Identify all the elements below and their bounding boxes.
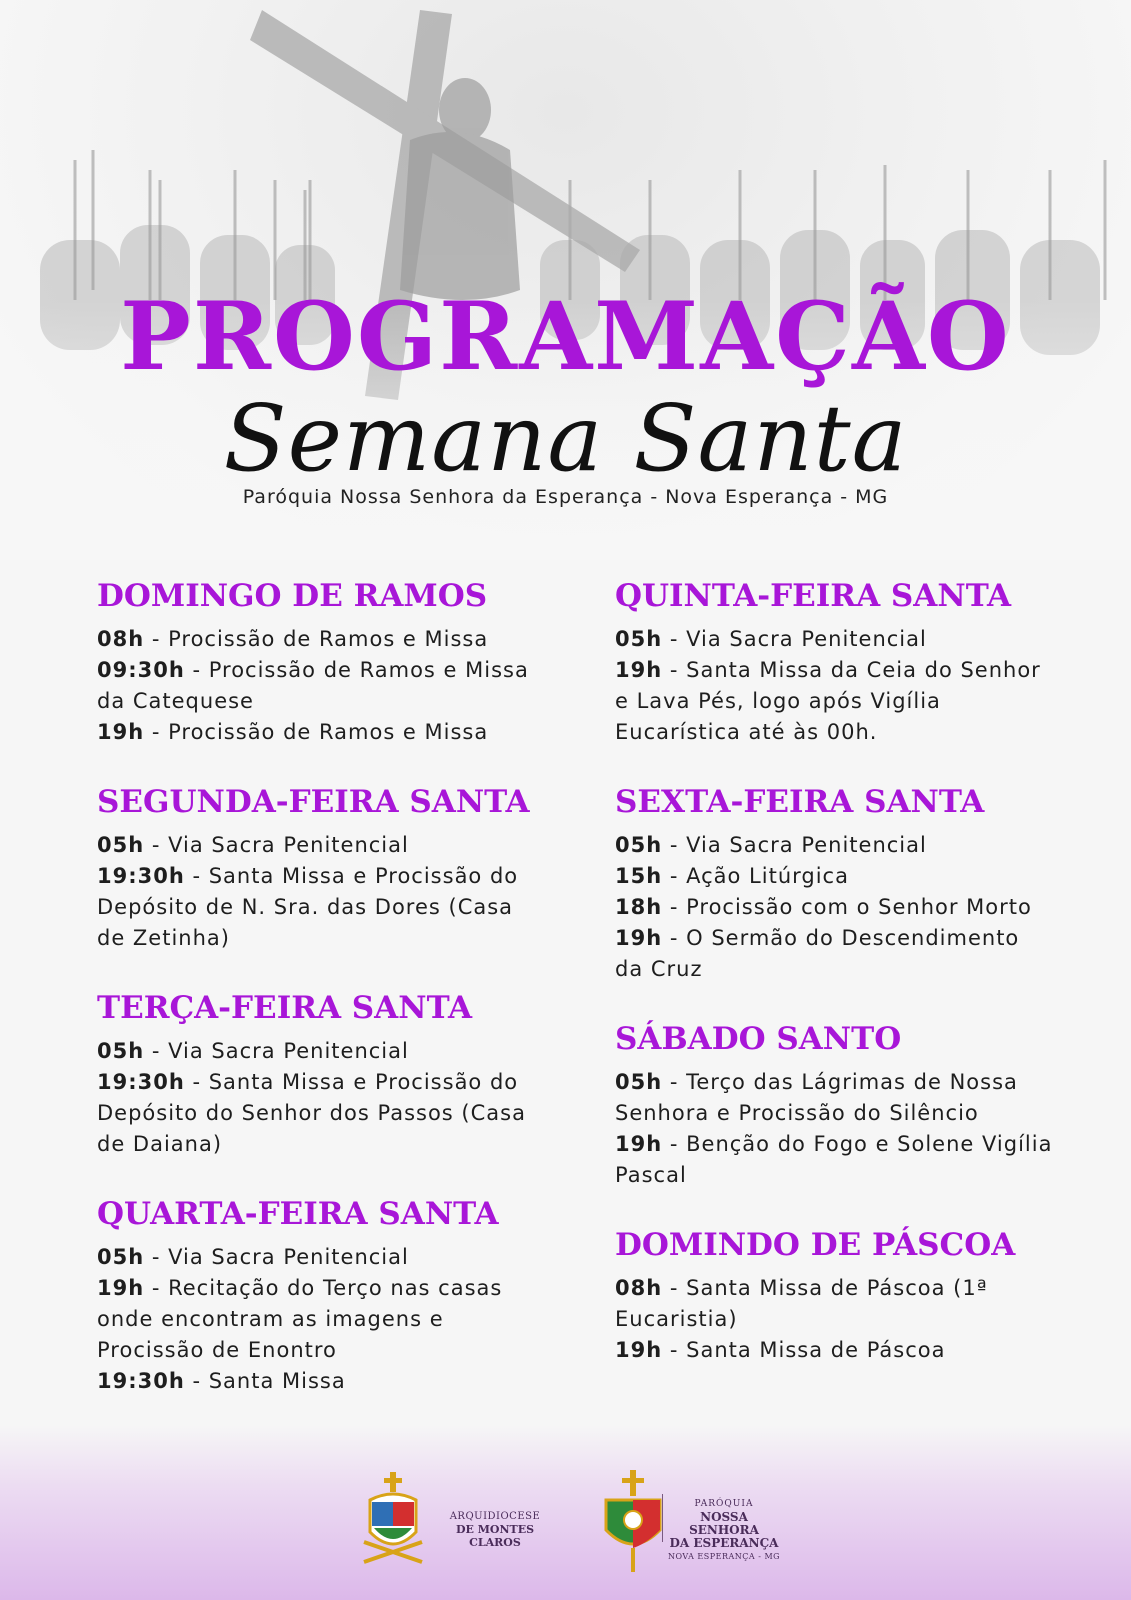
day-title: QUARTA-FEIRA SANTA: [97, 1196, 499, 1232]
item-time: 19:30h: [97, 1070, 185, 1094]
parish-coat-of-arms-icon: [598, 1468, 668, 1576]
day-title: SÁBADO SANTO: [615, 1021, 902, 1057]
item-text: - Recitação do Terço nas casas onde encontram as imagens e Procissão de Enontro: [97, 1276, 503, 1362]
item-time: 09:30h: [97, 658, 185, 682]
day-title: QUINTA-FEIRA SANTA: [615, 578, 1012, 614]
schedule-item: [97, 717, 537, 748]
item-time: 05h: [615, 833, 663, 857]
item-text: - Procissão de Ramos e Missa: [144, 627, 489, 651]
item-time: 05h: [615, 627, 663, 651]
item-time: 19h: [615, 658, 663, 682]
subtitle: Paróquia Nossa Senhora da Esperança - Nova Esperança - MG: [242, 486, 889, 508]
schedule-item: [97, 1366, 537, 1397]
schedule-day: [97, 578, 537, 748]
item-time: 15h: [615, 864, 663, 888]
item-text: - Santa Missa da Ceia do Senhor e Lava Pés, logo após Vigília Eucarística até às 00h.: [615, 658, 1041, 744]
item-text: - Via Sacra Penitencial: [662, 833, 927, 857]
schedule-item: [615, 624, 1055, 655]
item-text: - Via Sacra Penitencial: [144, 1039, 409, 1063]
schedule-day: [615, 1227, 1055, 1366]
archdiocese-logo-text: [430, 1510, 560, 1549]
item-text: - O Sermão do Descendimento da Cruz: [615, 926, 1020, 981]
script-title: Semana Santa: [223, 385, 908, 492]
item-text: - Ação Litúrgica: [662, 864, 849, 888]
item-text: - Procissão de Ramos e Missa: [144, 720, 489, 744]
schedule-day: [615, 578, 1055, 748]
item-text: - Terço das Lágrimas de Nossa Senhora e Procissão do Silêncio: [615, 1070, 1018, 1125]
schedule-day: [97, 784, 537, 954]
day-title: SEXTA-FEIRA SANTA: [615, 784, 985, 820]
archdiocese-coat-of-arms-icon: [358, 1470, 428, 1570]
schedule-day: [615, 784, 1055, 985]
schedule-item: [615, 1129, 1055, 1191]
left-column: [97, 578, 537, 1433]
item-text: - Benção do Fogo e Solene Vigília Pascal: [615, 1132, 1053, 1187]
schedule-item: [97, 1067, 537, 1160]
item-time: 08h: [97, 627, 145, 651]
schedule-item: [615, 655, 1055, 748]
item-time: 19h: [97, 1276, 145, 1300]
item-time: 08h: [615, 1276, 663, 1300]
day-title: DOMINGO DE RAMOS: [97, 578, 488, 614]
schedule-item: [615, 923, 1055, 985]
schedule-day: [615, 1021, 1055, 1191]
schedule-item: [615, 861, 1055, 892]
item-text: - Via Sacra Penitencial: [662, 627, 927, 651]
logo-divider: [662, 1494, 663, 1542]
item-time: 19h: [615, 926, 663, 950]
right-column: [615, 578, 1055, 1402]
logo-b-line2: NOSSA SENHORA: [689, 1510, 759, 1537]
schedule-day: [97, 990, 537, 1160]
day-title: SEGUNDA-FEIRA SANTA: [97, 784, 530, 820]
item-text: - Santa Missa e Procissão do Depósito do Senhor dos Passos (Casa de Daiana): [97, 1070, 526, 1156]
schedule-item: [97, 655, 537, 717]
item-time: 18h: [615, 895, 663, 919]
logo-b-line1: PARÓQUIA: [694, 1499, 754, 1509]
item-time: 19h: [97, 720, 145, 744]
schedule-item: [615, 1273, 1055, 1335]
logo-a-line2: DE MONTES CLAROS: [455, 1523, 535, 1549]
schedule-item: [615, 1335, 1055, 1366]
schedule-item: [615, 830, 1055, 861]
logo-b-line3: DA ESPERANÇA: [669, 1536, 779, 1550]
item-text: - Procissão com o Senhor Morto: [662, 895, 1032, 919]
item-time: 05h: [615, 1070, 663, 1094]
footer-band: [0, 1425, 1131, 1600]
item-text: - Via Sacra Penitencial: [144, 1245, 409, 1269]
schedule-item: [97, 1273, 537, 1366]
schedule-item: [615, 892, 1055, 923]
item-text: - Santa Missa de Páscoa (1ª Eucaristia): [615, 1276, 988, 1331]
schedule-item: [97, 830, 537, 861]
item-text: - Santa Missa: [184, 1369, 346, 1393]
item-text: - Procissão de Ramos e Missa da Catequese: [97, 658, 529, 713]
item-text: - Santa Missa e Procissão do Depósito de N. Sra. das Dores (Casa de Zetinha): [97, 864, 519, 950]
schedule-item: [97, 861, 537, 954]
logo-a-line1: ARQUIDIOCESE: [449, 1511, 541, 1522]
page-title: PROGRAMAÇÃO: [120, 282, 1011, 392]
item-text: - Santa Missa de Páscoa: [662, 1338, 946, 1362]
item-time: 19:30h: [97, 864, 185, 888]
schedule-item: [97, 1242, 537, 1273]
schedule-item: [97, 624, 537, 655]
parish-logo-text: [664, 1498, 784, 1563]
item-time: 05h: [97, 833, 145, 857]
logo-b-line4: NOVA ESPERANÇA - MG: [667, 1552, 781, 1561]
item-time: 19h: [615, 1338, 663, 1362]
schedule-day: [97, 1196, 537, 1397]
schedule-item: [615, 1067, 1055, 1129]
item-time: 19:30h: [97, 1369, 185, 1393]
day-title: DOMINDO DE PÁSCOA: [615, 1227, 1016, 1263]
item-time: 05h: [97, 1039, 145, 1063]
item-text: - Via Sacra Penitencial: [144, 833, 409, 857]
item-time: 05h: [97, 1245, 145, 1269]
schedule-item: [97, 1036, 537, 1067]
item-time: 19h: [615, 1132, 663, 1156]
day-title: TERÇA-FEIRA SANTA: [97, 990, 472, 1026]
